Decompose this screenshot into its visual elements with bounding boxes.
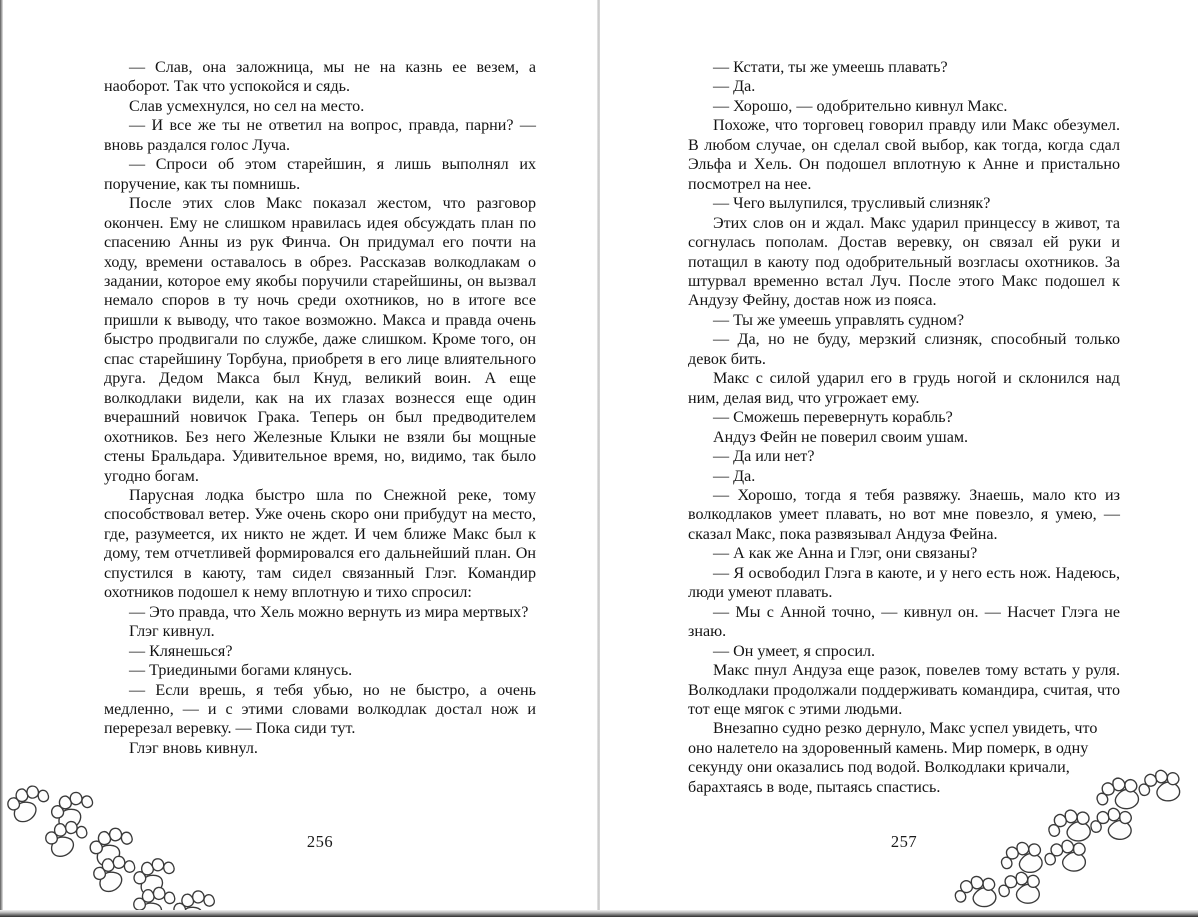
paw-print-icon	[124, 848, 182, 902]
page-left	[0, 0, 598, 917]
paragraph: — Да.	[713, 78, 756, 96]
paw-print-icon	[42, 781, 101, 836]
page-right	[600, 0, 1198, 917]
paragraph: Глэг вновь кивнул.	[129, 739, 258, 757]
paragraph: — Сможешь перевернуть корабль?	[713, 409, 953, 427]
page-number-left: 256	[306, 832, 334, 851]
paragraph: Этих слов он и ждал. Макс ударил принцессу в живот, та согнулась пополам. Достав веревку, он связал ей руки и потащил в каюту под одобрительный возгласы охотников. За штурвал временно встал Луч. После этого Макс подошел к Андузу Фейну, достав нож из пояса.	[688, 214, 1120, 310]
page-number-right: 257	[890, 832, 918, 851]
paragraph: — Триедиными богами клянусь.	[129, 662, 353, 680]
paragraph: — Да или нет?	[713, 448, 815, 466]
paragraph: Парусная лодка быстро шла по Снежной реке, тому способствовал ветер. Уже очень скоро они прибудут на место, где, разумеется, их никто не ждет. И чем ближе Макс был к дому, тем отчетливей формировался его дальнейший план. Он спустился в каюту, там сидел связанный Глэг. Командир охотников подошел к нему вплотную и тихо спросил:	[104, 486, 536, 602]
paragraph: Глэг кивнул.	[129, 623, 215, 641]
paragraph: — Да.	[713, 467, 756, 485]
paragraph: — Это правда, что Хель можно вернуть из мира мертвых?	[129, 603, 529, 621]
paragraph: — А как же Анна и Глэг, они связаны?	[713, 545, 978, 563]
paragraph: — Хорошо, — одобрительно кивнул Макс.	[713, 97, 1008, 115]
paragraph: — Чего вылупился, трусливый слизняк?	[713, 195, 991, 213]
paragraph: — Ты же умеешь управлять судном?	[713, 311, 965, 329]
paragraph: — Хорошо, тогда я тебя развяжу. Знаешь, мало кто из волкодлаков умеет плавать, но вот мне повезло, я умею, — сказал Макс, пока развязывал Андуза Фейна.	[688, 486, 1120, 543]
paw-print-icon	[38, 812, 92, 862]
paragraph: Макс пнул Андуза еще разок, повелев тому встать у руля. Волкодлаки продолжали поддерживать командира, считая, что тот еще мягок с этими людьми.	[688, 662, 1120, 718]
body-text-right	[688, 58, 1120, 797]
paragraph: Внезапно судно резко дернуло, Макс успел увидеть, что оно налетело на здоровенный камень. Мир померк, в одну секунду они оказались под водой. Волкодлаки кричали, барахтаясь в воде, пытаясь спастись.	[688, 720, 1098, 796]
paragraph: — Он умеет, я спросил.	[713, 642, 876, 660]
paw-print-icon	[994, 862, 1049, 913]
paw-print-icon	[1133, 759, 1189, 811]
paragraph: Макс с силой ударил его в грудь ногой и склонился над ним, делая вид, что угрожает ему.	[688, 370, 1120, 407]
body-text-left	[104, 58, 536, 758]
paragraph: — Я освободил Глэга в каюте, и у него есть нож. Надеюсь, люди умеют плавать.	[688, 564, 1120, 602]
paragraph: — Если врешь, я тебя убью, но не быстро, а очень медленно, — и с этими словами волкодлак достал нож и перерезал веревку. — Пока сиди тут.	[104, 681, 536, 738]
paw-print-icon	[85, 846, 140, 897]
paragraph: — И все же ты не ответил на вопрос, правда, парни? — вновь раздался голос Луча.	[104, 117, 536, 154]
scan-edge-bottom	[0, 910, 1198, 917]
paragraph: — Клянешься?	[129, 642, 233, 660]
paragraph: — Да, но не буду, мерзкий слизняк, способный только девок бить.	[688, 331, 1120, 368]
paw-print-icon	[0, 776, 55, 828]
paragraph: Андуз Фейн не поверил своим ушам.	[713, 428, 969, 446]
paragraph: — Мы с Анной точно, — кивнул он. — Насчет Глэга не знаю.	[688, 603, 1120, 641]
paragraph: — Спроси об этом старейшин, я лишь выполнял их поручение, как ты помнишь.	[104, 156, 536, 193]
paragraph: После этих слов Макс показал жестом, что разговор окончен. Ему не слишком нравилась идея обсуждать план по спасению Анны из рук Финча. Он придумал его почти на ходу, времени оставалось в обрез. Рассказав волкодлакам о задании, которое ему якобы поручили старейшины, он вызвал немало споров в ту ночь среди охотников, но в итоге все пришли к выводу, что такое возможно. Макса и правда очень быстро продвигали по службе, даже слишком. Кроме того, он спас старейшину Торбуна, приобретя в его лице влиятельного друга. Дедом Макса был Кнуд, великий воин. А еще волкодлаки видели, как на их глазах вознесся еще один вчерашний новичок Грака. Теперь он был предводителем охотников. Без него Железные Клыки не взяли бы мощные стены Бральдара. Удивительное время, но, видимо, так было угодно богам.	[104, 195, 536, 485]
paragraph: — Слав, она заложница, мы не на казнь ее везем, а наоборот. Так что успокойся и сядь.	[104, 59, 536, 96]
paragraph: Слав усмехнулся, но сел на место.	[129, 97, 365, 115]
paragraph: Похоже, что торговец говорил правду или Макс обезумел. В любом случае, он сделал свой выбор, как тогда, когда сдал Эльфа и Хель. Он подошел вплотную к Анне и пристально посмотрел на нее.	[688, 117, 1120, 193]
paragraph: — Кстати, ты же умеешь плавать?	[713, 59, 948, 76]
